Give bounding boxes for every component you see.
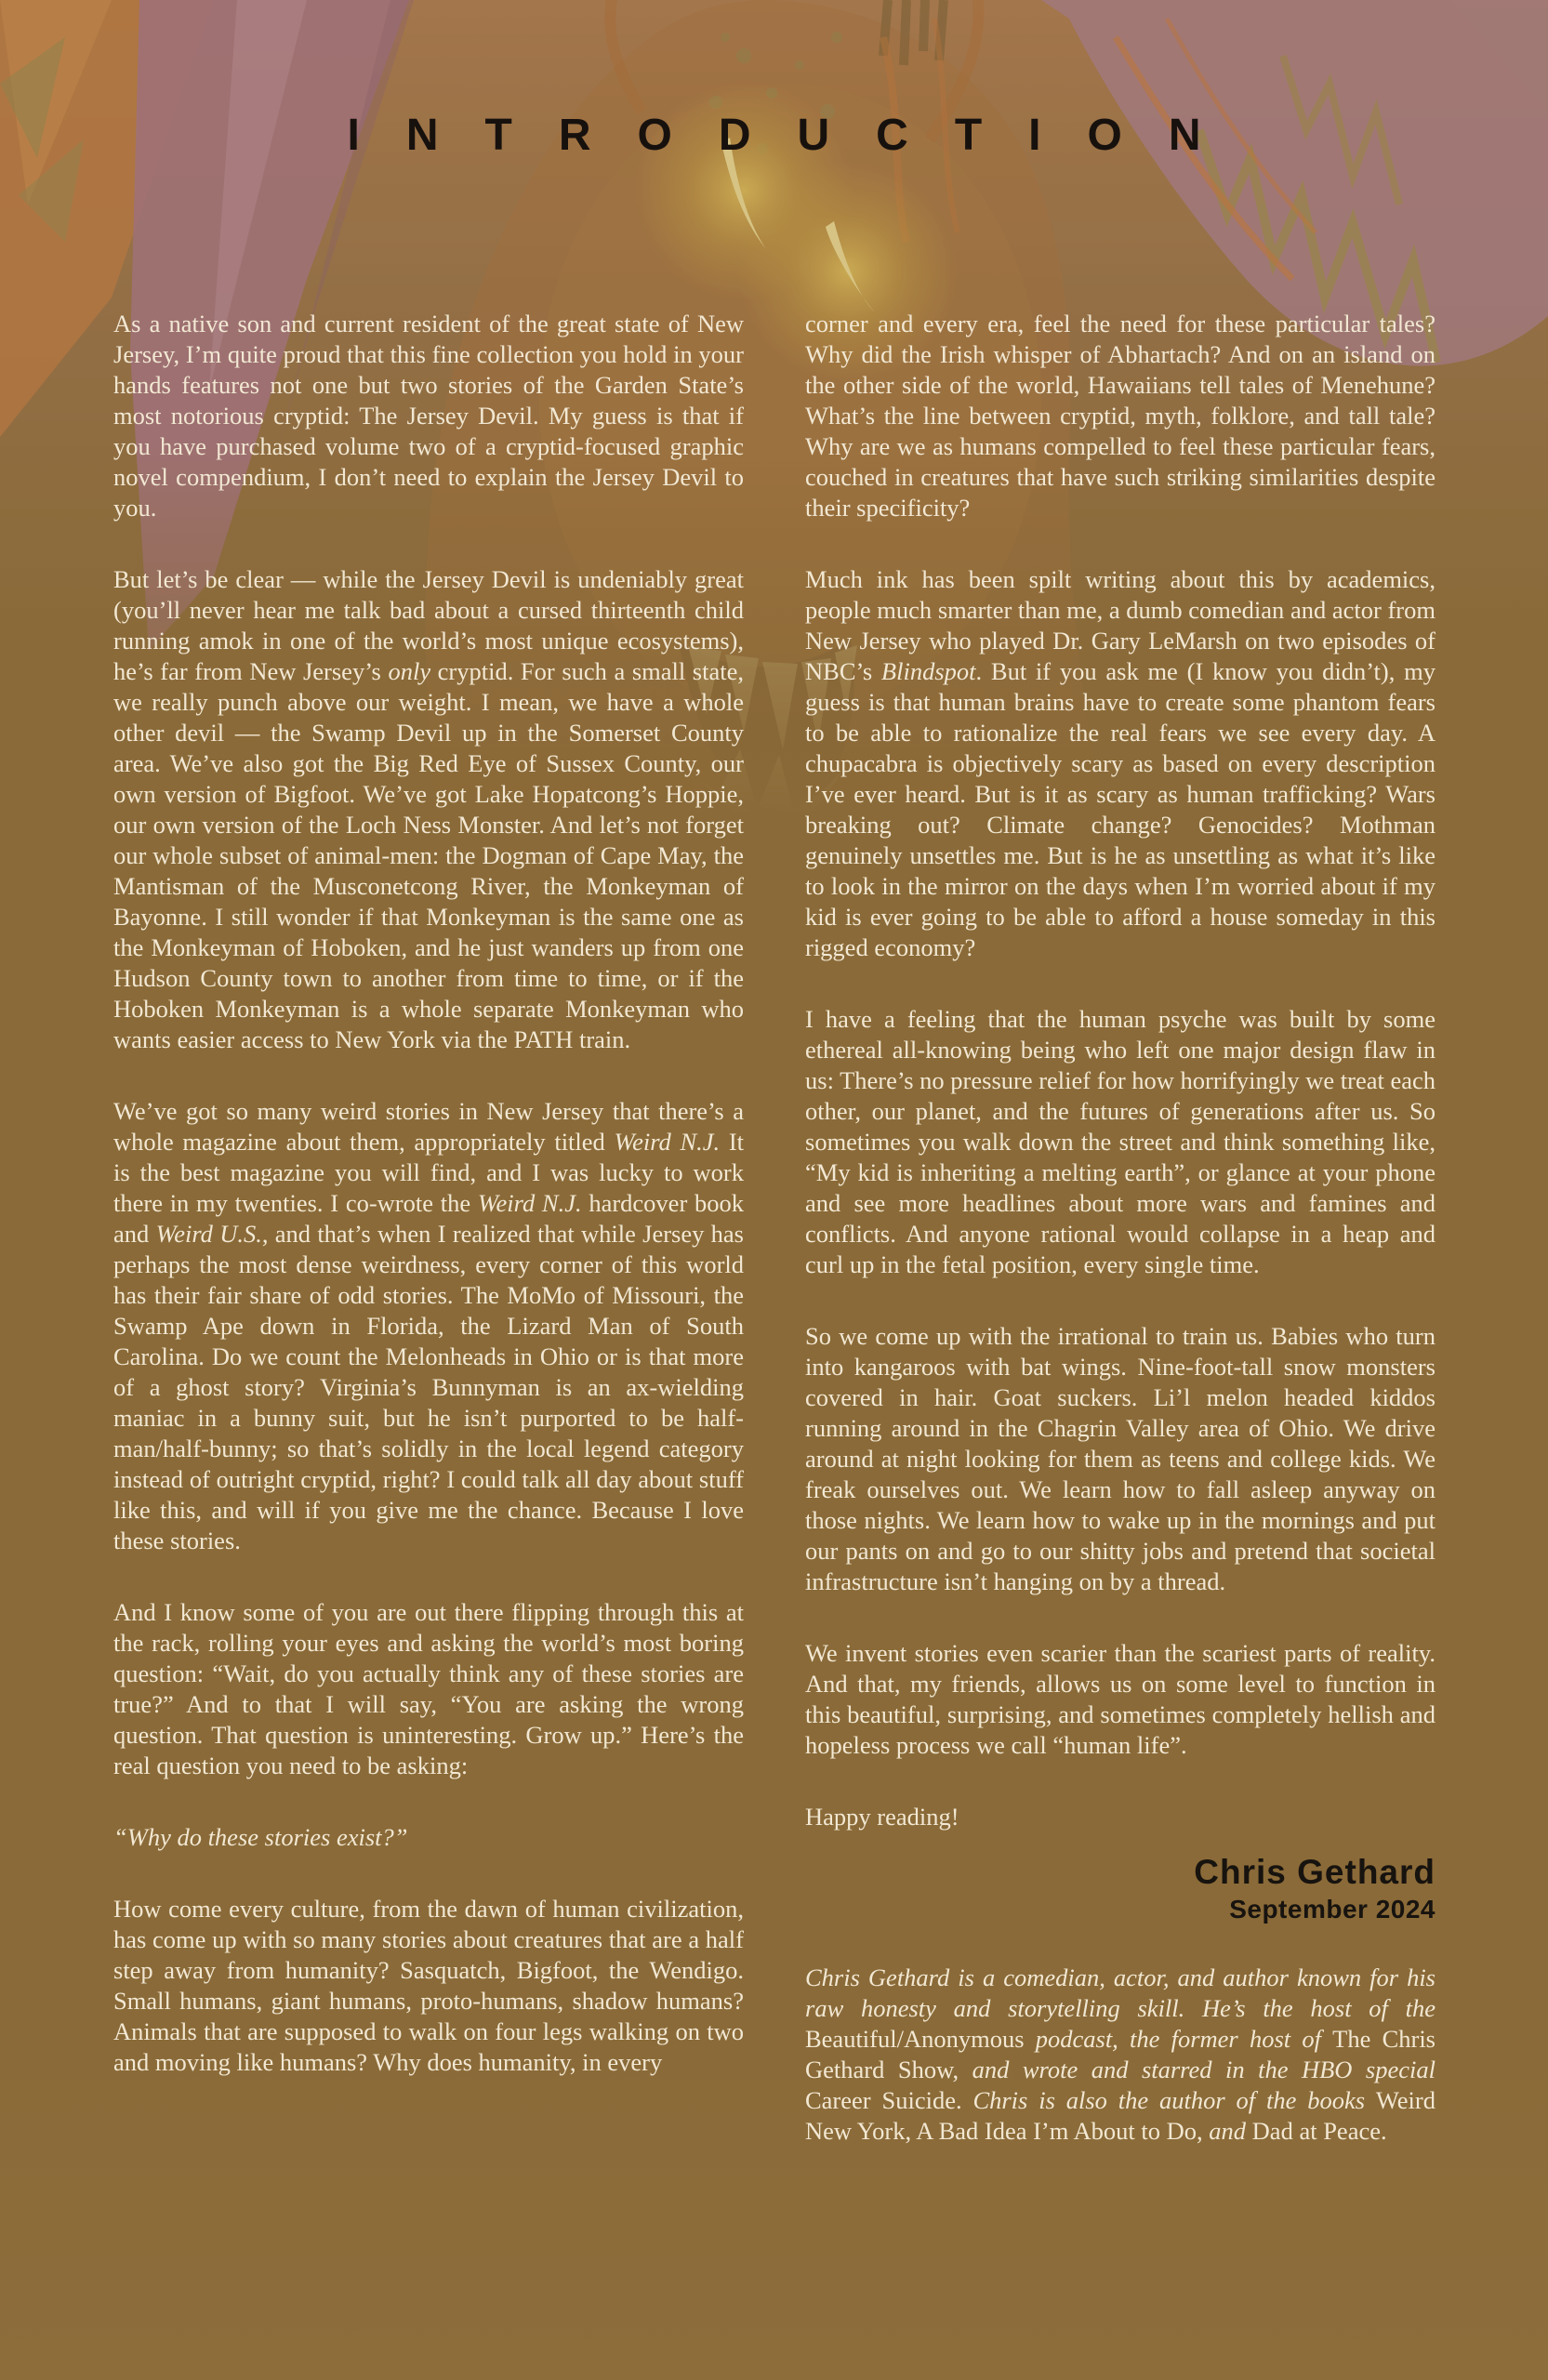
paragraph: We’ve got so many weird stories in New Jersey that there’s a whole magazine about them, appropriately titled Weird N.J. It is the best magazine you will find, and I was lucky to work there in my twenties. I co-wrote the Weird N.J. hardcover book and Weird U.S., and that’s when I realized that while Jersey has perhaps the most dense weirdness, every corner of this world has their fair share of odd stories. The MoMo of Missouri, the Swamp Ape down in Florida, the Lizard Man of South Carolina. Do we count the Melonheads in Ohio or is that more of a ghost story? Virginia’s Bunnyman is an ax-wielding maniac in a bunny suit, but he isn’t purported to be half-man/half-bunny; so that’s solidly in the local legend category instead of outright cryptid, right? I could talk all day about stuff like this, and will if you give me the chance. Because I love these stories. — [113, 1097, 744, 1554]
signature-block — [805, 1851, 1436, 1925]
paragraph: Happy reading! — [805, 1803, 959, 1831]
column-right — [805, 309, 1436, 2147]
paragraph: How come every culture, from the dawn of human civilization, has come up with so many stories about creatures that are a half step away from humanity? Sasquatch, Bigfoot, the Wendigo. Small humans, giant humans, proto-humans, shadow humans? Animals that are supposed to walk on four legs walking on two and moving like humans? Why does humanity, in every — [113, 1895, 744, 2076]
paragraph: We invent stories even scarier than the scariest parts of reality. And that, my friends, allows us on some level to function in this beautiful, surprising, and sometimes completely hellish and hopeless process we call “human life”. — [805, 1639, 1436, 1759]
paragraph: So we come up with the irrational to train us. Babies who turn into kangaroos with bat wings. Nine-foot-tall snow monsters covered in hair. Goat suckers. Li’l melon headed kiddos running around in the Chagrin Valley area of Ohio. We drive around at night looking for them as teens and college kids. We freak ourselves out. We learn how to fall asleep anyway on those nights. We learn how to wake up in the mornings and put our pants on and go to our shitty jobs and pretend that societal infrastructure isn’t hanging on by a thread. — [805, 1322, 1436, 1595]
column-right-paragraphs — [805, 309, 1436, 1832]
column-left — [113, 309, 744, 2147]
signature-name: Chris Gethard — [1194, 1853, 1436, 1891]
text-columns — [113, 309, 1436, 2147]
paragraph: I have a feeling that the human psyche was built by some ethereal all-knowing being who left one major design flaw in us: There’s no pressure relief for how horrifyingly we treat each other, our planet, and the futures of generations after us. So sometimes you walk down the street and think something like, “My kid is inheriting a melting earth”, or glance at your phone and see more headlines about more wars and famines and conflicts. And anyone rational would collapse in a heap and curl up in the fetal position, every single time. — [805, 1005, 1436, 1278]
paragraph: As a native son and current resident of the great state of New Jersey, I’m quite proud that this fine collection you hold in your hands features not one but two stories of the Garden State’s most notorious cryptid: The Jersey Devil. My guess is that if you have purchased volume two of a cryptid-focused graphic novel compendium, I don’t need to explain the Jersey Devil to you. — [113, 310, 744, 522]
signature-date: September 2024 — [1229, 1895, 1436, 1924]
paragraph: Much ink has been spilt writing about this by academics, people much smarter than me, a dumb comedian and actor from New Jersey who played Dr. Gary LeMarsh on two episodes of NBC’s Blindspot. But if you ask me (I know you didn’t), my guess is that human brains have to create some phantom fears to be able to rationalize the real fears we see every day. A chupacabra is objectively scary as based on every description I’ve ever heard. But is it as scary as human trafficking? Wars breaking out? Climate change? Genocides? Mothman genuinely unsettles me. But is he as unsettling as what it’s like to look in the mirror on the days when I’m worried about if my kid is ever going to be able to afford a house someday in this rigged economy? — [805, 565, 1436, 961]
author-bio — [805, 1963, 1436, 2147]
paragraph: corner and every era, feel the need for these particular tales? Why did the Irish whisper of Abhartach? And on an island on the other side of the world, Hawaiians tell tales of Menehune? What’s the line between cryptid, myth, folklore, and tall tale? Why are we as humans compelled to feel these particular fears, couched in creatures that have such striking similarities despite their specificity? — [805, 310, 1436, 522]
paragraph: And I know some of you are out there flipping through this at the rack, rolling your eyes and asking the world’s most boring question: “Wait, do you actually think any of these stories are true?” And to that I will say, “You are asking the wrong question. That question is uninteresting. Grow up.” Here’s the real question you need to be asking: — [113, 1598, 744, 1779]
page-title: INTRODUCTION — [347, 111, 1248, 160]
paragraph: “Why do these stories exist?” — [113, 1823, 408, 1851]
paragraph: Chris Gethard is a comedian, actor, and author known for his raw honesty and storytelling skill. He’s the host of the Beautiful/Anonymous podcast, the former host of The Chris Gethard Show, and wrote and starred in the HBO special Career Suicide. Chris is also the author of the books Weird New York, A Bad Idea I’m About to Do, and Dad at Peace. — [805, 1964, 1436, 2145]
paragraph: But let’s be clear — while the Jersey Devil is undeniably great (you’ll never hear me talk bad about a cursed thirteenth child running amok in one of the world’s most unique ecosystems), he’s far from New Jersey’s only cryptid. For such a small state, we really punch above our weight. I mean, we have a whole other devil — the Swamp Devil up in the Somerset County area. We’ve also got the Big Red Eye of Sussex County, our own version of Bigfoot. We’ve got Lake Hopatcong’s Hoppie, our own version of the Loch Ness Monster. And let’s not forget our whole subset of animal-men: the Dogman of Cape May, the Mantisman of the Musconetcong River, the Monkeyman of Bayonne. I still wonder if that Monkeyman is the same one as the Monkeyman of Hoboken, and he just wanders up from one Hudson County town to another from time to time, or if the Hoboken Monkeyman is a whole separate Monkeyman who wants easier access to New York via the PATH train. — [113, 565, 744, 1053]
